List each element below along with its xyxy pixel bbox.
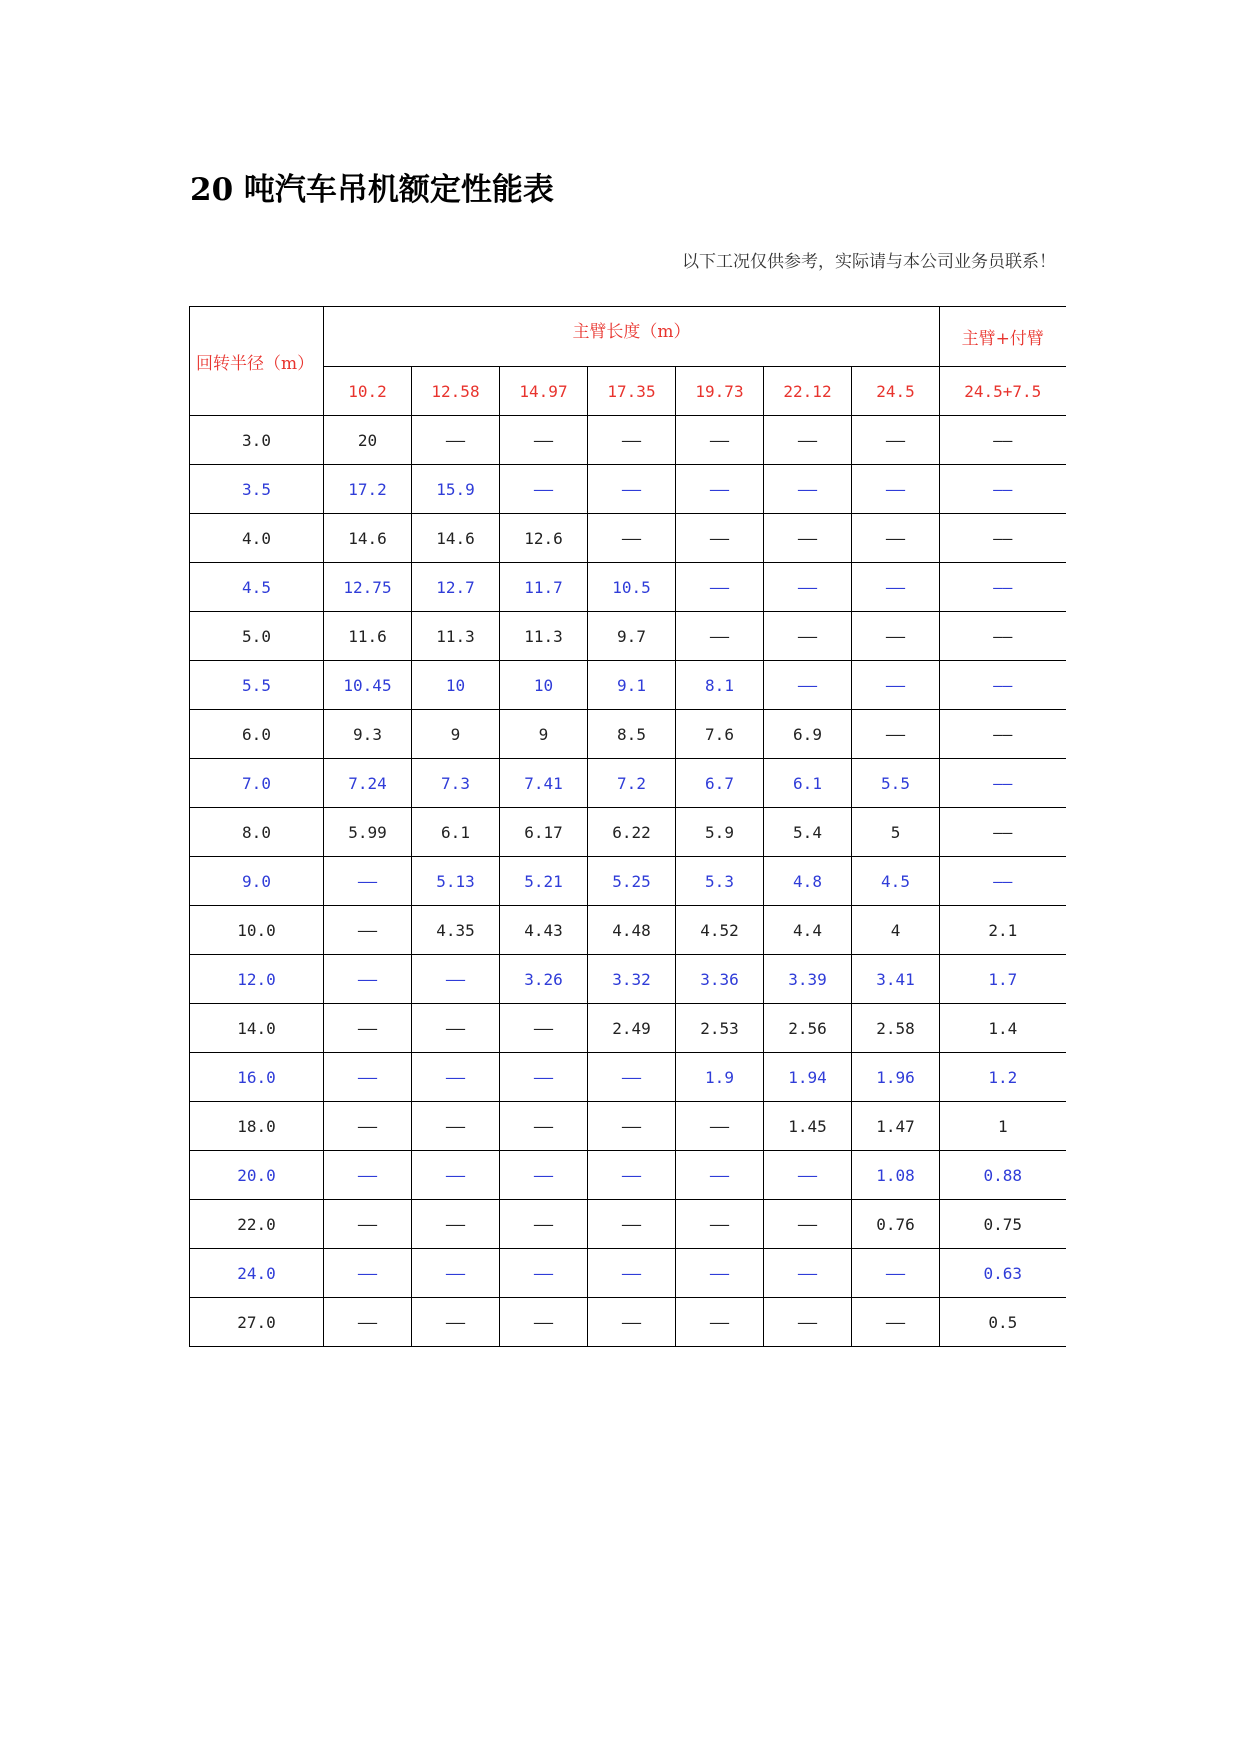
capacity-cell: 6.1	[764, 759, 852, 808]
capacity-cell: 1.08	[852, 1151, 940, 1200]
capacity-cell: 12.7	[412, 563, 500, 612]
radius-cell: 8.0	[190, 808, 324, 857]
capacity-cell: 4.43	[500, 906, 588, 955]
capacity-cell: 1.47	[852, 1102, 940, 1151]
radius-cell: 3.5	[190, 465, 324, 514]
capacity-cell: ——	[324, 1053, 412, 1102]
capacity-cell: 14.6	[324, 514, 412, 563]
capacity-cell: ——	[764, 514, 852, 563]
radius-cell: 3.0	[190, 416, 324, 465]
capacity-cell: 5.4	[764, 808, 852, 857]
capacity-cell: 1.4	[940, 1004, 1066, 1053]
table-row	[190, 416, 1066, 465]
capacity-cell: 9.3	[324, 710, 412, 759]
capacity-cell: ——	[412, 1053, 500, 1102]
capacity-cell: ——	[412, 955, 500, 1004]
capacity-cell: ——	[676, 416, 764, 465]
capacity-cell: ——	[852, 612, 940, 661]
table-row	[190, 465, 1066, 514]
main-boom-header: 主臂长度（m）	[324, 307, 940, 367]
boom-length-cell: 24.5+7.5	[940, 367, 1066, 416]
capacity-cell: ——	[852, 416, 940, 465]
capacity-cell: 1.2	[940, 1053, 1066, 1102]
capacity-cell: 12.6	[500, 514, 588, 563]
table-row	[190, 1249, 1066, 1298]
capacity-cell: ——	[940, 416, 1066, 465]
capacity-cell: 2.53	[676, 1004, 764, 1053]
capacity-cell: 5	[852, 808, 940, 857]
table-row	[190, 1151, 1066, 1200]
capacity-cell: 6.7	[676, 759, 764, 808]
capacity-cell: 7.24	[324, 759, 412, 808]
capacity-cell: ——	[500, 1200, 588, 1249]
capacity-cell: ——	[852, 1249, 940, 1298]
radius-cell: 27.0	[190, 1298, 324, 1347]
capacity-cell: ——	[324, 1004, 412, 1053]
capacity-cell: ——	[940, 612, 1066, 661]
disclaimer-note: 以下工况仅供参考，实际请与本公司业务员联系！	[682, 252, 1056, 272]
capacity-cell: ——	[500, 1249, 588, 1298]
capacity-cell: 0.76	[852, 1200, 940, 1249]
capacity-cell: 6.22	[588, 808, 676, 857]
capacity-cell: 7.2	[588, 759, 676, 808]
capacity-cell: ——	[588, 416, 676, 465]
capacity-cell: 5.13	[412, 857, 500, 906]
capacity-cell: 2.56	[764, 1004, 852, 1053]
table-row	[190, 1200, 1066, 1249]
capacity-cell: 8.5	[588, 710, 676, 759]
boom-length-cell: 14.97	[500, 367, 588, 416]
capacity-cell: 0.88	[940, 1151, 1066, 1200]
capacity-cell: 4.35	[412, 906, 500, 955]
table-row	[190, 1053, 1066, 1102]
capacity-cell: ——	[500, 1151, 588, 1200]
capacity-cell: ——	[324, 1249, 412, 1298]
capacity-cell: 5.9	[676, 808, 764, 857]
capacity-cell: ——	[412, 1004, 500, 1053]
boom-length-cell: 24.5	[852, 367, 940, 416]
capacity-cell: 7.3	[412, 759, 500, 808]
capacity-cell: 5.99	[324, 808, 412, 857]
capacity-cell: ——	[676, 1298, 764, 1347]
capacity-cell: 15.9	[412, 465, 500, 514]
capacity-cell: 20	[324, 416, 412, 465]
capacity-cell: ——	[324, 906, 412, 955]
capacity-cell: 3.39	[764, 955, 852, 1004]
radius-cell: 24.0	[190, 1249, 324, 1298]
radius-cell: 10.0	[190, 906, 324, 955]
capacity-cell: ——	[852, 514, 940, 563]
capacity-cell: 4.8	[764, 857, 852, 906]
boom-length-cell: 12.58	[412, 367, 500, 416]
capacity-cell: 2.49	[588, 1004, 676, 1053]
boom-length-cell: 19.73	[676, 367, 764, 416]
capacity-cell: ——	[676, 465, 764, 514]
capacity-cell: ——	[588, 1102, 676, 1151]
capacity-cell: 6.17	[500, 808, 588, 857]
capacity-cell: ——	[764, 1200, 852, 1249]
capacity-cell: 0.63	[940, 1249, 1066, 1298]
capacity-cell: ——	[676, 563, 764, 612]
capacity-cell: ——	[324, 857, 412, 906]
capacity-cell: 9.1	[588, 661, 676, 710]
capacity-cell: ——	[412, 1298, 500, 1347]
table-row	[190, 857, 1066, 906]
capacity-cell: ——	[500, 1298, 588, 1347]
boom-length-cell: 22.12	[764, 367, 852, 416]
capacity-cell: ——	[852, 710, 940, 759]
capacity-cell: 4	[852, 906, 940, 955]
capacity-cell: ——	[764, 661, 852, 710]
capacity-cell: ——	[940, 514, 1066, 563]
radius-header: 回转半径（m）	[190, 307, 324, 416]
capacity-cell: ——	[676, 612, 764, 661]
capacity-cell: 9	[500, 710, 588, 759]
capacity-cell: 10.45	[324, 661, 412, 710]
capacity-cell: 1.45	[764, 1102, 852, 1151]
capacity-cell: 4.48	[588, 906, 676, 955]
radius-cell: 4.0	[190, 514, 324, 563]
capacity-cell: ——	[940, 465, 1066, 514]
capacity-cell: ——	[764, 1151, 852, 1200]
capacity-cell: ——	[500, 465, 588, 514]
page-title: 20 吨汽车吊机额定性能表	[190, 172, 554, 208]
capacity-cell: 9.7	[588, 612, 676, 661]
capacity-cell: ——	[676, 1102, 764, 1151]
radius-cell: 5.5	[190, 661, 324, 710]
capacity-cell: ——	[588, 1200, 676, 1249]
capacity-cell: 4.4	[764, 906, 852, 955]
capacity-cell: ——	[412, 1102, 500, 1151]
capacity-cell: ——	[588, 1151, 676, 1200]
capacity-cell: ——	[676, 1249, 764, 1298]
capacity-cell: ——	[588, 465, 676, 514]
capacity-cell: ——	[940, 808, 1066, 857]
capacity-cell: ——	[764, 1298, 852, 1347]
capacity-cell: 0.5	[940, 1298, 1066, 1347]
table-row	[190, 906, 1066, 955]
capacity-cell: 12.75	[324, 563, 412, 612]
capacity-cell: 6.9	[764, 710, 852, 759]
table-row	[190, 1298, 1066, 1347]
capacity-cell: 5.5	[852, 759, 940, 808]
capacity-cell: ——	[324, 1102, 412, 1151]
capacity-cell: ——	[676, 514, 764, 563]
capacity-cell: ——	[940, 857, 1066, 906]
capacity-cell: 11.3	[500, 612, 588, 661]
capacity-cell: ——	[852, 661, 940, 710]
capacity-cell: 1.7	[940, 955, 1066, 1004]
capacity-cell: 4.5	[852, 857, 940, 906]
capacity-cell: ——	[324, 1298, 412, 1347]
capacity-cell: ——	[852, 465, 940, 514]
capacity-cell: 3.41	[852, 955, 940, 1004]
capacity-cell: ——	[588, 1298, 676, 1347]
capacity-cell: ——	[852, 563, 940, 612]
boom-length-cell: 10.2	[324, 367, 412, 416]
radius-cell: 20.0	[190, 1151, 324, 1200]
capacity-cell: ——	[588, 1249, 676, 1298]
capacity-cell: ——	[676, 1200, 764, 1249]
capacity-cell: 2.58	[852, 1004, 940, 1053]
capacity-cell: ——	[500, 1004, 588, 1053]
capacity-cell: ——	[324, 1151, 412, 1200]
capacity-cell: 5.3	[676, 857, 764, 906]
capacity-cell: ——	[764, 1249, 852, 1298]
capacity-cell: 5.25	[588, 857, 676, 906]
radius-cell: 12.0	[190, 955, 324, 1004]
capacity-cell: 4.52	[676, 906, 764, 955]
capacity-cell: ——	[500, 1053, 588, 1102]
capacity-cell: 7.41	[500, 759, 588, 808]
capacity-cell: ——	[412, 1200, 500, 1249]
radius-cell: 4.5	[190, 563, 324, 612]
radius-cell: 7.0	[190, 759, 324, 808]
capacity-cell: 3.26	[500, 955, 588, 1004]
capacity-cell: ——	[940, 710, 1066, 759]
capacity-cell: 8.1	[676, 661, 764, 710]
capacity-cell: ——	[412, 1151, 500, 1200]
capacity-cell: ——	[940, 759, 1066, 808]
table-row	[190, 1102, 1066, 1151]
radius-cell: 14.0	[190, 1004, 324, 1053]
radius-cell: 5.0	[190, 612, 324, 661]
capacity-cell: ——	[500, 416, 588, 465]
capacity-cell: 3.36	[676, 955, 764, 1004]
capacity-cell: ——	[764, 563, 852, 612]
capacity-cell: 10.5	[588, 563, 676, 612]
capacity-cell: ——	[940, 661, 1066, 710]
radius-cell: 16.0	[190, 1053, 324, 1102]
capacity-cell: ——	[500, 1102, 588, 1151]
table-row	[190, 1004, 1066, 1053]
aux-boom-header: 主臂+付臂	[940, 307, 1066, 367]
table-row	[190, 563, 1066, 612]
capacity-cell: 17.2	[324, 465, 412, 514]
capacity-cell: ——	[940, 563, 1066, 612]
table-row	[190, 661, 1066, 710]
capacity-cell: ——	[676, 1151, 764, 1200]
capacity-cell: ——	[764, 465, 852, 514]
capacity-cell: 3.32	[588, 955, 676, 1004]
capacity-cell: 1.94	[764, 1053, 852, 1102]
capacity-cell: 1.9	[676, 1053, 764, 1102]
capacity-cell: ——	[412, 1249, 500, 1298]
radius-cell: 18.0	[190, 1102, 324, 1151]
capacity-cell: 11.6	[324, 612, 412, 661]
capacity-cell: 10	[412, 661, 500, 710]
capacity-cell: 6.1	[412, 808, 500, 857]
capacity-cell: 7.6	[676, 710, 764, 759]
capacity-cell: ——	[324, 955, 412, 1004]
capacity-cell: ——	[764, 612, 852, 661]
capacity-cell: 9	[412, 710, 500, 759]
crane-performance-table	[189, 306, 1066, 1347]
table-row	[190, 612, 1066, 661]
capacity-cell: 10	[500, 661, 588, 710]
table-row	[190, 514, 1066, 563]
capacity-cell: ——	[588, 1053, 676, 1102]
table-row	[190, 710, 1066, 759]
radius-cell: 6.0	[190, 710, 324, 759]
radius-cell: 9.0	[190, 857, 324, 906]
table-row	[190, 955, 1066, 1004]
boom-length-cell: 17.35	[588, 367, 676, 416]
capacity-cell: 11.7	[500, 563, 588, 612]
table-row	[190, 808, 1066, 857]
table-row	[190, 759, 1066, 808]
radius-cell: 22.0	[190, 1200, 324, 1249]
capacity-cell: 0.75	[940, 1200, 1066, 1249]
capacity-cell: ——	[324, 1200, 412, 1249]
capacity-cell: 2.1	[940, 906, 1066, 955]
capacity-cell: 11.3	[412, 612, 500, 661]
capacity-cell: 1.96	[852, 1053, 940, 1102]
capacity-cell: ——	[852, 1298, 940, 1347]
table-header-row	[190, 307, 1066, 367]
capacity-cell: ——	[588, 514, 676, 563]
capacity-cell: 1	[940, 1102, 1066, 1151]
capacity-cell: 14.6	[412, 514, 500, 563]
capacity-cell: 5.21	[500, 857, 588, 906]
capacity-cell: ——	[764, 416, 852, 465]
capacity-cell: ——	[412, 416, 500, 465]
